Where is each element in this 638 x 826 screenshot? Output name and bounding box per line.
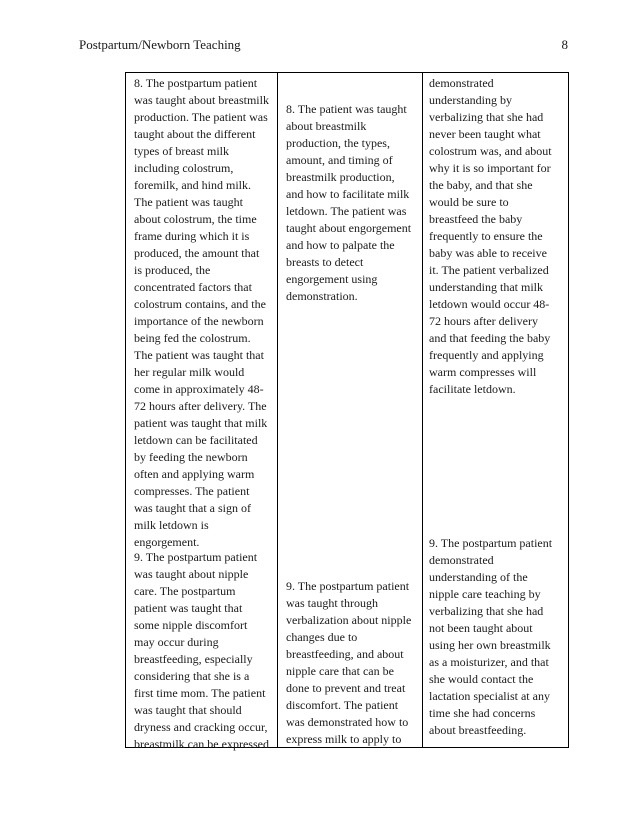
page-number: 8 <box>561 37 568 52</box>
teaching-table <box>125 72 569 751</box>
method-cell-item9: 9. The postpartum patient was taught through verbalization about nipple changes due to breastfeeding, and about nipple care that can be done to prevent and treat discomfort. The patient was demonstrated how to express milk to apply to <box>286 579 412 746</box>
teaching-cell-item9: 9. The postpartum patient was taught about nipple care. The postpartum patient was taught that some nipple discomfort may occur during breastfeeding, especially considering that she is a first time mom. The patient was taught that should dryness and cracking occur, breastmilk can be expressed <box>134 550 269 751</box>
outcome-cell-item9: 9. The postpartum patient demonstrated understanding of the nipple care teaching by verbalizing that she had not been taught about using her own breastmilk as a moisturizer, and that she would contact the lactation specialist at any time she had concerns about breastfeeding. <box>429 536 553 737</box>
running-head: Postpartum/Newborn Teaching <box>79 37 241 52</box>
column-divider <box>422 73 423 747</box>
column-divider <box>277 73 278 747</box>
teaching-cell-item8: 8. The postpartum patient was taught about breastmilk production. The patient was taught about the different types of breast milk including colostrum, foremilk, and hind milk. The patient was taught about colostrum, the time frame during which it is produced, the amount that is produced, the concentrated factors that colostrum contains, and the importance of the newborn being fed the colostrum. The patient was taught that her regular milk would come in approximately 48- 72 hours after delivery. The patient was taught that milk letdown can be facilitated by feeding the newborn often and applying warm compresses. The patient was taught that a sign of milk letdown is engorgement. <box>134 76 269 549</box>
outcome-cell-item8: demonstrated understanding by verbalizing that she had never been taught what colostrum was, and about why it is so important for the baby, and that she would be sure to breastfeed the baby frequently to ensure the baby was able to receive it. The patient verbalized understanding that milk letdown would occur 48- 72 hours after delivery and that feeding the baby frequently and applying warm compresses will facilitate letdown. <box>429 76 552 396</box>
method-cell-item8: 8. The patient was taught about breastmilk production, the types, amount, and timing of breastmilk production, and how to facilitate milk letdown. The patient was taught about engorgement and how to palpate the breasts to detect engorgement using demonstration. <box>286 102 412 303</box>
